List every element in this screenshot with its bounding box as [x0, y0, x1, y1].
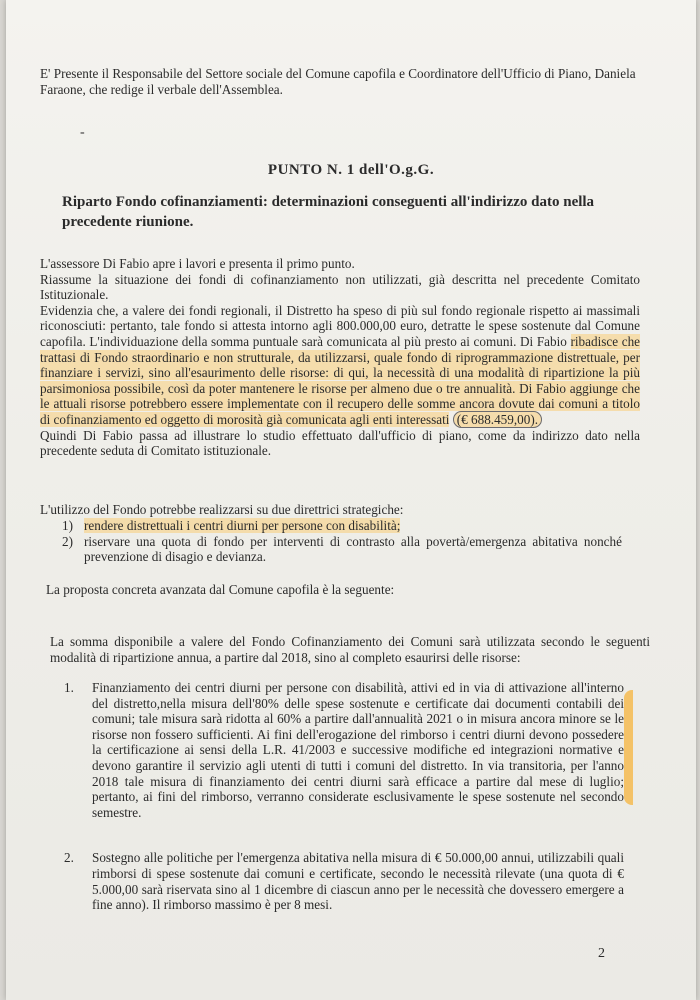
body-paragraph-1: L'assessore Di Fabio apre i lavori e presenta il primo punto.	[40, 256, 355, 271]
strategy-text-highlighted: rendere distrettuali i centri diurni per persone con disabilità;	[84, 518, 401, 533]
intro-paragraph: E' Presente il Responsabile del Settore sociale del Comune capofila e Coordinatore dell'Ufficio di Piano, Daniela Faraone, che redige il verbale dell'Assemblea.	[40, 66, 636, 97]
minutes-body	[40, 256, 640, 459]
highlighted-text: ribadisce che trattasi di Fondo straordinario e non strutturale, da utilizzarsi, quale fondo di riprogrammazione distrettuale, per finanziare i servizi, sino all'esaurimento delle risorse: di qui, la necessità di una modalità di ripartizione la più parsimoniosa possibile, così da poter mantenere le risorse per almeno due o tre annualità. Di Fabio aggiunge che le attuali risorse potrebbero essere implementate con il recupero delle somme ancora dovute dai comuni a titolo di cofinanziamento ed oggetto di morosità già comunicata agli enti interessati	[40, 333, 641, 427]
allocation-number: 2.	[64, 850, 74, 866]
strategy-number: 1)	[62, 518, 73, 533]
strategy-item	[62, 534, 622, 565]
pen-mark: -	[80, 125, 85, 140]
page-number: 2	[598, 946, 605, 961]
allocation-item	[64, 680, 624, 820]
strategy-number: 2)	[62, 533, 73, 549]
allocation-number: 1.	[64, 680, 74, 695]
allocation-item	[64, 850, 624, 912]
body-paragraph-3-text: Evidenzia che, a valere dei fondi regionali, il Distretto ha speso di più sul fondo regionale rispetto ai massimali riconosciuti: pertanto, tale fondo si attesta intorno agli 800.000,00 euro, detratte le spese sostenute dal Comune capofila. L'individuazione della somma puntuale sarà comunicata al più presto ai comuni. Di Fabio	[40, 302, 640, 349]
strategy-item	[62, 518, 622, 534]
highlighter-bracket	[624, 690, 649, 805]
body-paragraph-2: Riassume la situazione dei fondi di cofinanziamento non utilizzati, già descritta nel precedente Comitato Istituzionale.	[40, 271, 640, 303]
allocation-paragraph: La somma disponibile a valere del Fondo Cofinanziamento dei Comuni sarà utilizzata secondo le seguenti modalità di ripartizione annua, a partire dal 2018, sino al completo esaurirsi delle risorse:	[50, 634, 650, 665]
strategy-text: riservare una quota di fondo per interventi di contrasto alla povertà/emergenza abitativa nonché prevenzione di disagio e devianza.	[84, 533, 622, 565]
strategies-list	[62, 518, 622, 565]
strategies-intro: L'utilizzo del Fondo potrebbe realizzarsi su due direttrici strategiche:	[40, 502, 404, 517]
agenda-item-subject: Riparto Fondo cofinanziamenti: determinazioni conseguenti all'indirizzo dato nella precedente riunione.	[62, 194, 595, 230]
body-paragraph-3	[40, 303, 640, 428]
document-page	[6, 0, 696, 1000]
allocation-text: Sostegno alle politiche per l'emergenza abitativa nella misura di € 50.000,00 annui, utilizzabili quali rimborsi di spese sostenute dai comuni e certificate, secondo le necessità rilevate (una quota di € 5.000,00 sarà riservata sino al 1 dicembre di ciascun anno per le necessità che dovessero emergere a fine anno). Il rimborso massimo è per 8 mesi.	[92, 850, 624, 913]
agenda-item-heading: PUNTO N. 1 dell'O.g.G.	[267, 162, 435, 178]
body-paragraph-4: Quindi Di Fabio passa ad illustrare lo studio effettuato dall'ufficio di piano, come da indirizzo dato nella precedente seduta di Comitato istituzionale.	[40, 427, 640, 459]
proposal-line: La proposta concreta avanzata dal Comune capofila è la seguente:	[46, 582, 395, 597]
allocation-list	[64, 680, 624, 943]
allocation-text: Finanziamento dei centri diurni per persone con disabilità, attivi ed in via di attivazione all'interno del distretto,nella misura dell'80% delle spese sostenute e certificate dai documenti contabili dei comuni; tale misura sarà ridotta al 60% a partire dall'annualità 2021 o in misura ancora minore se le risorse non fossero sufficienti. Ai fini dell'erogazione del rimborso i centri diurni devono possedere la certificazione ai sensi della L.R. 41/2003 e successive modifiche ed integrazioni normative e devono garantire il servizio agli utenti di tutti i comuni del distretto. In via transitoria, per l'anno 2018 tale misura di finanziamento dei centri diurni sarà efficace a partire dal mese di luglio; pertanto, ai fini del rimborso, verranno considerate esclusivamente le spese sostenute nel secondo semestre.	[92, 680, 624, 820]
circled-amount: (€ 688.459,00).	[453, 411, 542, 428]
